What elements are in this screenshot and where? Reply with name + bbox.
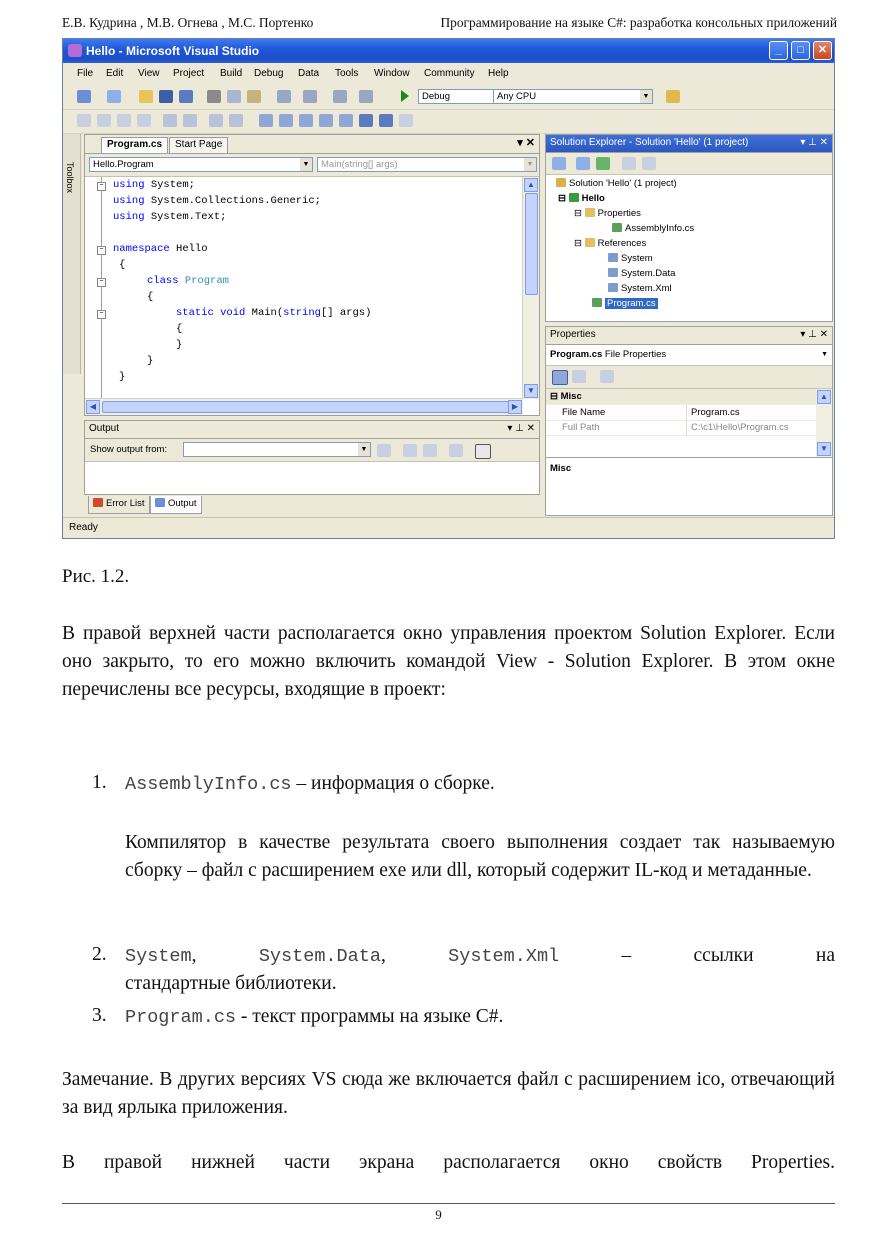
- property-description: Misc: [546, 457, 832, 515]
- menu-project[interactable]: Project: [173, 68, 205, 79]
- categorized-icon[interactable]: [552, 370, 568, 385]
- figure-caption: Рис. 1.2.: [62, 566, 130, 587]
- code-line: using System.Text;: [113, 211, 227, 223]
- header-authors: Е.В. Кудрина , М.В. Огнева , М.С. Портенко: [62, 15, 314, 30]
- chevron-down-icon: ▼: [821, 351, 828, 358]
- scroll-up-icon[interactable]: ▲: [524, 178, 538, 192]
- csharp-project-icon: [569, 193, 579, 202]
- solution-explorer-title: Solution Explorer - Solution 'Hello' (1 project): [550, 137, 749, 148]
- menu-build[interactable]: Build: [220, 68, 243, 79]
- chevron-down-icon: ▼: [524, 158, 536, 171]
- next-bookmark-in-document-icon[interactable]: [379, 114, 393, 127]
- bottom-tab-strip: [84, 494, 540, 516]
- view-code-icon[interactable]: [622, 157, 636, 170]
- menu-edit[interactable]: Edit: [106, 68, 124, 79]
- previous-bookmark-in-document-icon[interactable]: [359, 114, 373, 127]
- toggle-bookmark-icon[interactable]: [259, 114, 273, 127]
- navigation-bar: [85, 154, 539, 177]
- property-row[interactable]: Full Path C:\c1\Hello\Program.cs: [546, 420, 816, 436]
- find-in-files-icon[interactable]: [666, 90, 680, 103]
- solution-explorer: [545, 134, 833, 322]
- code-area[interactable]: [85, 177, 523, 399]
- footer-rule: [62, 1203, 835, 1204]
- save-icon[interactable]: [159, 90, 173, 103]
- output-source-dropdown[interactable]: [183, 442, 371, 457]
- close-document-icon[interactable]: ▾ ✕: [517, 137, 535, 149]
- tab-start-page[interactable]: Start Page: [169, 137, 228, 153]
- menu-debug[interactable]: Debug: [254, 68, 284, 79]
- standard-toolbar: [63, 85, 834, 110]
- list-item-assemblyinfo: AssemblyInfo.cs – информация о сборке.: [125, 773, 495, 795]
- close-button[interactable]: ✕: [813, 41, 832, 60]
- list-item-references: System, System.Data, System.Xml – ссылки на: [125, 945, 835, 967]
- navigate-forward-icon[interactable]: [359, 90, 373, 103]
- list-number: 1.: [92, 772, 107, 793]
- properties-titlebar: [546, 327, 832, 345]
- code-line: using System;: [113, 179, 195, 191]
- properties-icon[interactable]: [552, 157, 566, 170]
- collapse-icon[interactable]: −: [97, 182, 106, 191]
- vs-app-icon: [68, 44, 82, 57]
- code-editor: [84, 134, 540, 416]
- menu-community[interactable]: Community: [424, 68, 475, 79]
- error-list-icon: [93, 498, 103, 507]
- solution-configuration-dropdown[interactable]: Debug: [418, 89, 500, 104]
- parameter-info-icon[interactable]: [97, 114, 111, 127]
- navigate-back-icon[interactable]: [333, 90, 347, 103]
- menu-file[interactable]: File: [77, 68, 94, 79]
- page-number: 9: [435, 1207, 442, 1222]
- pin-close-icon[interactable]: ▾ ⊥ ✕: [507, 423, 535, 434]
- folder-icon: [585, 208, 595, 217]
- tab-output[interactable]: Output: [150, 496, 202, 514]
- reference-icon: [608, 253, 618, 262]
- list-item-note: Компилятор в качестве результата своего выполнения создает так называемую сборку – файл с расширением exe или dll, который содержит IL-код и метаданные.: [125, 832, 835, 881]
- class-diagram-icon[interactable]: [642, 157, 656, 170]
- menu-view[interactable]: View: [138, 68, 160, 79]
- output-title: Output: [89, 423, 120, 434]
- property-category[interactable]: ⊟ Misc: [546, 389, 816, 405]
- output-titlebar: [85, 421, 539, 439]
- editor-tab-strip: [85, 135, 539, 154]
- alphabetical-icon[interactable]: [572, 370, 586, 383]
- tree-node-reference[interactable]: System.Data: [608, 268, 675, 279]
- collapse-icon[interactable]: −: [97, 278, 106, 287]
- csharp-file-icon: [592, 298, 602, 307]
- window-title: Hello - Microsoft Visual Studio: [86, 44, 260, 58]
- menu-data[interactable]: Data: [298, 68, 320, 79]
- menu-help[interactable]: Help: [488, 68, 509, 79]
- scroll-up-icon[interactable]: ▲: [817, 390, 831, 404]
- redo-icon[interactable]: [303, 90, 317, 103]
- paragraph-solution-explorer: В правой верхней части располагается окно управления проектом Solution Explorer. Если оно закрыто, то его можно включить командой View - Solution Explorer. В этом окне перечислены все ресурсы, входящие в проект:: [62, 623, 835, 700]
- tree-node-properties[interactable]: ⊟ Properties: [574, 208, 641, 219]
- menu-tools[interactable]: Tools: [335, 68, 359, 79]
- text-editor-toolbar: [63, 109, 834, 134]
- list-item-program: Program.cs - текст программы на языке C#.: [125, 1006, 504, 1028]
- open-folder-icon[interactable]: [139, 90, 153, 103]
- next-bookmark-in-folder-icon[interactable]: [339, 114, 353, 127]
- pin-close-icon[interactable]: ▾ ⊥ ✕: [800, 329, 828, 340]
- solution-explorer-titlebar: [546, 135, 832, 153]
- minimize-button[interactable]: _: [769, 41, 788, 60]
- code-line: {: [119, 259, 126, 271]
- complete-word-icon[interactable]: [137, 114, 151, 127]
- output-source-label: Show output from:: [90, 444, 168, 455]
- tree-node-solution[interactable]: Solution 'Hello' (1 project): [556, 178, 677, 189]
- scroll-down-icon[interactable]: ▼: [817, 442, 831, 456]
- quick-info-icon[interactable]: [117, 114, 131, 127]
- save-all-icon[interactable]: [179, 90, 193, 103]
- property-grid: [546, 389, 816, 457]
- header-book-title: Программирование на языке C#: разработка консольных приложений: [440, 15, 837, 30]
- increase-indent-icon[interactable]: [183, 114, 197, 127]
- maximize-button[interactable]: □: [791, 41, 810, 60]
- scroll-right-icon[interactable]: ▶: [508, 400, 522, 414]
- show-all-files-icon[interactable]: [576, 157, 590, 170]
- scroll-down-icon[interactable]: ▼: [524, 384, 538, 398]
- editor-horizontal-scrollbar[interactable]: [85, 398, 523, 415]
- paste-icon[interactable]: [247, 90, 261, 103]
- list-number: 3.: [92, 1005, 107, 1026]
- properties-toolbar: [546, 366, 832, 389]
- properties-window: [545, 326, 833, 516]
- go-to-next-message-icon[interactable]: [403, 444, 417, 457]
- word-wrap-icon[interactable]: [475, 444, 491, 459]
- reference-icon: [608, 268, 618, 277]
- code-line: {: [147, 291, 154, 303]
- window-titlebar: [63, 39, 834, 63]
- tree-node-project[interactable]: ⊟ Hello: [558, 193, 605, 204]
- scroll-left-icon[interactable]: ◀: [86, 400, 100, 414]
- solution-explorer-toolbar: [546, 153, 832, 175]
- tab-program-cs[interactable]: Program.cs: [101, 137, 168, 153]
- chevron-down-icon: ▼: [640, 90, 652, 103]
- reference-icon: [608, 283, 618, 292]
- code-line: }: [147, 355, 154, 367]
- find-message-icon[interactable]: [377, 444, 391, 457]
- tree-node-assemblyinfo[interactable]: AssemblyInfo.cs: [612, 223, 694, 234]
- comment-lines-icon[interactable]: [209, 114, 223, 127]
- tree-node-program-cs[interactable]: Program.cs: [592, 298, 658, 309]
- code-line: class Program: [147, 275, 229, 287]
- properties-object-selector[interactable]: Program.cs File Properties ▼: [546, 345, 832, 366]
- properties-scrollbar[interactable]: [816, 389, 832, 457]
- properties-title: Properties: [550, 329, 596, 340]
- vs-screenshot: [62, 38, 835, 539]
- tab-error-list[interactable]: Error List: [88, 496, 150, 514]
- clear-all-icon[interactable]: [449, 444, 463, 457]
- undo-icon[interactable]: [277, 90, 291, 103]
- output-icon: [155, 498, 165, 507]
- menu-window[interactable]: Window: [374, 68, 410, 79]
- code-line: using System.Collections.Generic;: [113, 195, 321, 207]
- start-debugging-icon[interactable]: [401, 90, 409, 102]
- outline-gutter: [101, 177, 103, 399]
- collapse-icon[interactable]: −: [97, 310, 106, 319]
- chevron-down-icon: ▼: [300, 158, 312, 171]
- refresh-icon[interactable]: [596, 157, 610, 170]
- paragraph-remark: Замечание. В других версиях VS сюда же включается файл с расширением ico, отвечающий за вид ярлыка приложения.: [62, 1069, 835, 1118]
- editor-vertical-scrollbar[interactable]: [522, 177, 539, 399]
- uncomment-lines-icon[interactable]: [229, 114, 243, 127]
- toolbox-label[interactable]: Toolbox: [65, 162, 75, 194]
- collapse-icon[interactable]: −: [97, 246, 106, 255]
- add-item-icon[interactable]: [107, 90, 121, 103]
- pin-close-icon[interactable]: ▾ ⊥ ✕: [800, 137, 828, 148]
- chevron-down-icon: ▼: [358, 443, 370, 456]
- code-line: namespace Hello: [113, 243, 208, 255]
- copy-icon[interactable]: [227, 90, 241, 103]
- property-pages-icon[interactable]: [600, 370, 614, 383]
- scroll-thumb[interactable]: [102, 401, 514, 413]
- code-line: {: [176, 323, 183, 335]
- code-line: }: [119, 371, 126, 383]
- tree-node-reference[interactable]: System: [608, 253, 653, 264]
- go-to-previous-message-icon[interactable]: [423, 444, 437, 457]
- tree-node-references[interactable]: ⊟ References: [574, 238, 647, 249]
- folder-icon: [585, 238, 595, 247]
- status-bar: Ready: [63, 517, 834, 538]
- list-item-references-cont: стандартные библиотеки.: [125, 973, 337, 994]
- previous-bookmark-icon[interactable]: [279, 114, 293, 127]
- solution-icon: [556, 178, 566, 187]
- code-line: }: [176, 339, 183, 351]
- class-dropdown[interactable]: Hello.Program ▼: [89, 157, 313, 172]
- new-project-icon[interactable]: [77, 90, 91, 103]
- output-toolbar: [85, 439, 539, 462]
- menu-bar: [63, 64, 834, 84]
- list-number: 2.: [92, 944, 107, 965]
- property-row[interactable]: File Name Program.cs: [546, 405, 816, 421]
- next-bookmark-icon[interactable]: [299, 114, 313, 127]
- object-info-icon[interactable]: [77, 114, 91, 127]
- code-line: static void Main(string[] args): [176, 307, 372, 319]
- paragraph-properties: В правой нижней части экрана располагается окно свойств Properties.: [62, 1152, 835, 1173]
- cut-icon[interactable]: [207, 90, 221, 103]
- tree-node-reference[interactable]: System.Xml: [608, 283, 672, 294]
- decrease-indent-icon[interactable]: [163, 114, 177, 127]
- solution-platform-dropdown[interactable]: Any CPU ▼: [493, 89, 653, 104]
- member-dropdown[interactable]: Main(string[] args) ▼: [317, 157, 537, 172]
- bookmark-in-folder-icon[interactable]: [319, 114, 333, 127]
- toolbox-strip[interactable]: [63, 134, 81, 374]
- csharp-file-icon: [612, 223, 622, 232]
- scroll-thumb[interactable]: [525, 193, 538, 295]
- clear-bookmarks-icon[interactable]: [399, 114, 413, 127]
